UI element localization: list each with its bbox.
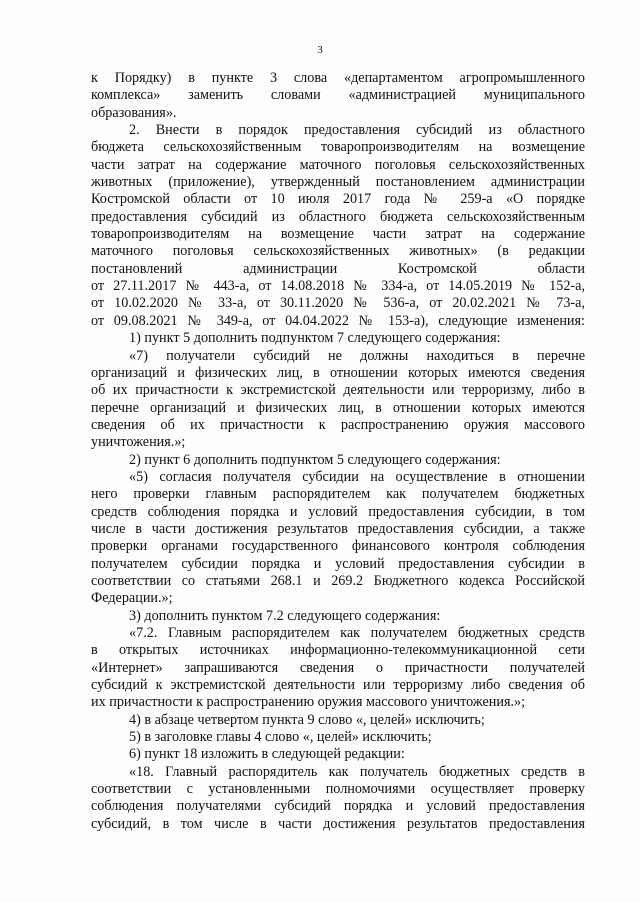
text-line: получателем субсидии порядка и условий предоставления субсидии в — [91, 555, 585, 572]
text-line: «18. Главный распорядитель как получатель бюджетных средств в — [129, 763, 585, 780]
text-line: соответствии с установленными полномочиями осуществляет проверку — [91, 781, 585, 798]
text-line: их причастности к распространению оружия массового уничтожения.»; — [91, 694, 526, 711]
text-line: части затрат на содержание маточного поголовья сельскохозяйственных — [91, 156, 585, 173]
text-line: 2) пункт 6 дополнить подпунктом 5 следующего содержания: — [129, 451, 501, 468]
text-line: организаций и физических лиц, в отношении которых имеются сведения — [91, 364, 585, 381]
text-line: в открытых источниках информационно-телекоммуникационной сети — [91, 642, 585, 659]
text-line: животных (приложение), утвержденный постановлением администрации — [91, 174, 585, 191]
text-line: 2. Внести в порядок предоставления субсидий из областного — [129, 122, 585, 139]
text-line: субсидий к экстремистской деятельности или терроризму либо сведения об — [91, 677, 585, 694]
text-line: предоставления субсидий из областного бюджета сельскохозяйственным — [91, 208, 585, 225]
text-line: перечне организаций и физических лиц, в отношении которых имеются — [91, 399, 585, 416]
text-line: Федерации.»; — [91, 590, 173, 607]
text-line: Костромской области от 10 июля 2017 года № 259-а «О порядке — [91, 191, 585, 208]
text-line: «Интернет» запрашиваются сведения о причастности получателей — [91, 659, 585, 676]
text-line: соблюдения получателями субсидий порядка и условий предоставления — [91, 798, 585, 815]
text-line: 4) в абзаце четвертом пункта 9 слово «, целей» исключить; — [129, 711, 485, 728]
text-line: соответствии со статьями 268.1 и 269.2 Бюджетного кодекса Российской — [91, 572, 585, 589]
text-line: 5) в заголовке главы 4 слово «, целей» исключить; — [129, 729, 432, 746]
text-line: об их причастности к экстремистской деятельности или терроризму, либо в — [91, 382, 585, 399]
text-line: товаропроизводителям на возмещение части затрат на содержание — [91, 226, 585, 243]
text-line: маточного поголовья сельскохозяйственных животных» (в редакции — [91, 243, 585, 260]
text-line: числе в части достижения результатов предоставления субсидии, а также — [91, 520, 585, 537]
text-line: от 09.08.2021 № 349-а, от 04.04.2022 № 153-а), следующие изменения: — [91, 312, 585, 329]
text-line: 6) пункт 18 изложить в следующей редакции: — [129, 746, 405, 763]
text-line: 3) дополнить пунктом 7.2 следующего содержания: — [129, 607, 441, 624]
text-line: комплекса» заменить словами «администрацией муниципального — [91, 87, 585, 104]
text-line: него проверки главным распорядителем как получателем бюджетных — [91, 486, 585, 503]
document-body — [91, 70, 585, 833]
page-number: 3 — [317, 44, 323, 56]
text-line: «5) согласия получателя субсидии на осуществление в отношении — [129, 468, 585, 485]
text-line: образования». — [91, 104, 177, 121]
text-line: к Порядку) в пункте 3 слова «департаментом агропромышленного — [91, 70, 585, 86]
text-line: сведения об их причастности к распространению оружия массового — [91, 416, 585, 433]
text-line: уничтожения.»; — [91, 434, 186, 451]
text-line: средств соблюдения порядка и условий предоставления субсидии, в том — [91, 503, 585, 520]
text-line: проверки органами государственного финансового контроля соблюдения — [91, 538, 585, 555]
text-line: бюджета сельскохозяйственным товаропроизводителям на возмещение — [91, 139, 585, 156]
text-line: субсидий, в том числе в части достижения результатов предоставления — [91, 815, 585, 832]
text-line: 1) пункт 5 дополнить подпунктом 7 следующего содержания: — [129, 330, 501, 347]
text-line: от 10.02.2020 № 33-а, от 30.11.2020 № 536-а, от 20.02.2021 № 73-а, — [91, 295, 585, 312]
text-line: от 27.11.2017 № 443-а, от 14.08.2018 № 334-а, от 14.05.2019 № 152-а, — [91, 278, 585, 295]
text-line: «7.2. Главным распорядителем как получателем бюджетных средств — [129, 625, 585, 641]
text-line: «7) получатели субсидий не должны находиться в перечне — [129, 347, 585, 364]
text-line: постановлений администрации Костромской области — [91, 260, 585, 277]
